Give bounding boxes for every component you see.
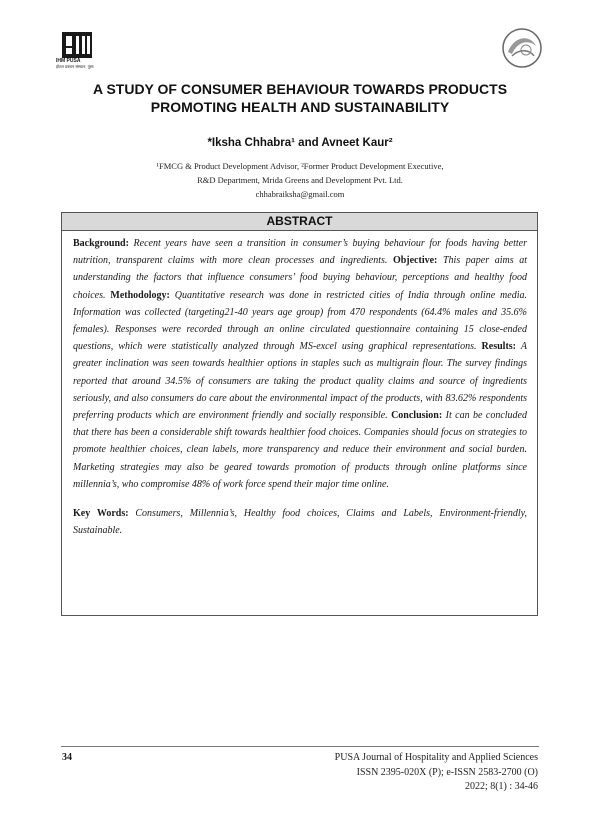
affiliation bbox=[40, 159, 560, 201]
affiliation-line-2: R&D Department, Mrida Greens and Development Pvt. Ltd. bbox=[197, 175, 403, 185]
authors: *Iksha Chhabra¹ and Avneet Kaur² bbox=[207, 137, 393, 149]
keywords-label: Key Words: bbox=[73, 508, 129, 520]
background-label: Background: bbox=[73, 238, 129, 249]
author-email: chhabraiksha@gmail.com bbox=[255, 189, 345, 199]
methodology-text: Quantitative research was done in restricted cities of India through online media. Information was collected (targeting21-40 years age group) from 470 respondents (64.4% males and 35.6% females). Responses were recorded through an online circulated questionnaire containing 15 close-ended questions, which were statistically analyzed through MS-excel using graphical representations. bbox=[73, 289, 527, 353]
affiliation-line-1: ¹FMCG & Product Development Advisor, ²Former Product Development Executive, bbox=[156, 161, 444, 171]
objective-label: Objective: bbox=[392, 255, 438, 267]
page-number: 34 bbox=[62, 752, 72, 763]
results-text: A greater inclination was seen towards healthier options in staples such as multigrain flour. The survey findings reported that around 34.5% of consumers are taking the product quality claims and source of ingredients seriously, and also consumers do care about the environmental impact of the products, with 83.62% respondents preferring products which are environment friendly and socially responsible. bbox=[73, 341, 527, 422]
footer-divider bbox=[61, 746, 539, 747]
conclusion-label: Conclusion: bbox=[391, 410, 443, 422]
abstract-heading: ABSTRACT bbox=[62, 213, 537, 231]
journal-volume: 2022; 8(1) : 34-46 bbox=[464, 781, 538, 792]
keywords bbox=[73, 505, 527, 539]
background-text: Recent years have seen a transition in consumer’s buying behaviour for foods having better nutrition, transparent claims with more clean processes and ingredients. bbox=[73, 238, 527, 267]
paper-title bbox=[40, 80, 560, 116]
objective-text: This paper aims at understanding the factors that influence consumers’ food buying behaviour, perceptions and healthy food choices. bbox=[73, 255, 527, 301]
journal-name: PUSA Journal of Hospitality and Applied Sciences bbox=[334, 752, 538, 763]
keywords-text: Consumers, Millennia’s, Healthy food choices, Claims and Labels, Environment-friendly, Sustainable. bbox=[73, 508, 527, 537]
journal-issn: ISSN 2395-020X (P); e-ISSN 2583-2700 (O) bbox=[356, 766, 538, 778]
journal-emblem-icon bbox=[500, 26, 544, 70]
title-line-1: A STUDY OF CONSUMER BEHAVIOUR TOWARDS PRODUCTS bbox=[92, 81, 508, 97]
methodology-label: Methodology: bbox=[110, 289, 170, 301]
journal-info bbox=[335, 751, 538, 795]
conclusion-text: It can be concluded that there has been a considerable shift towards healthier food choices. Companies should focus on strategies to promote healthier choices, clean labels, more transparency and reduce their environment and social burden. Marketing strategies may also be geared towards promotion of products through online platforms since millennia’s, who compromise 48% of work force spend their major time online. bbox=[73, 410, 527, 490]
results-label: Results: bbox=[481, 341, 516, 353]
abstract-body bbox=[62, 231, 537, 539]
logo-text: IHM PUSA होटल प्रबंधन संस्थान, पूसा bbox=[56, 58, 94, 69]
abstract-box bbox=[61, 212, 538, 616]
title-line-2: PROMOTING HEALTH AND SUSTAINABILITY bbox=[150, 99, 450, 115]
